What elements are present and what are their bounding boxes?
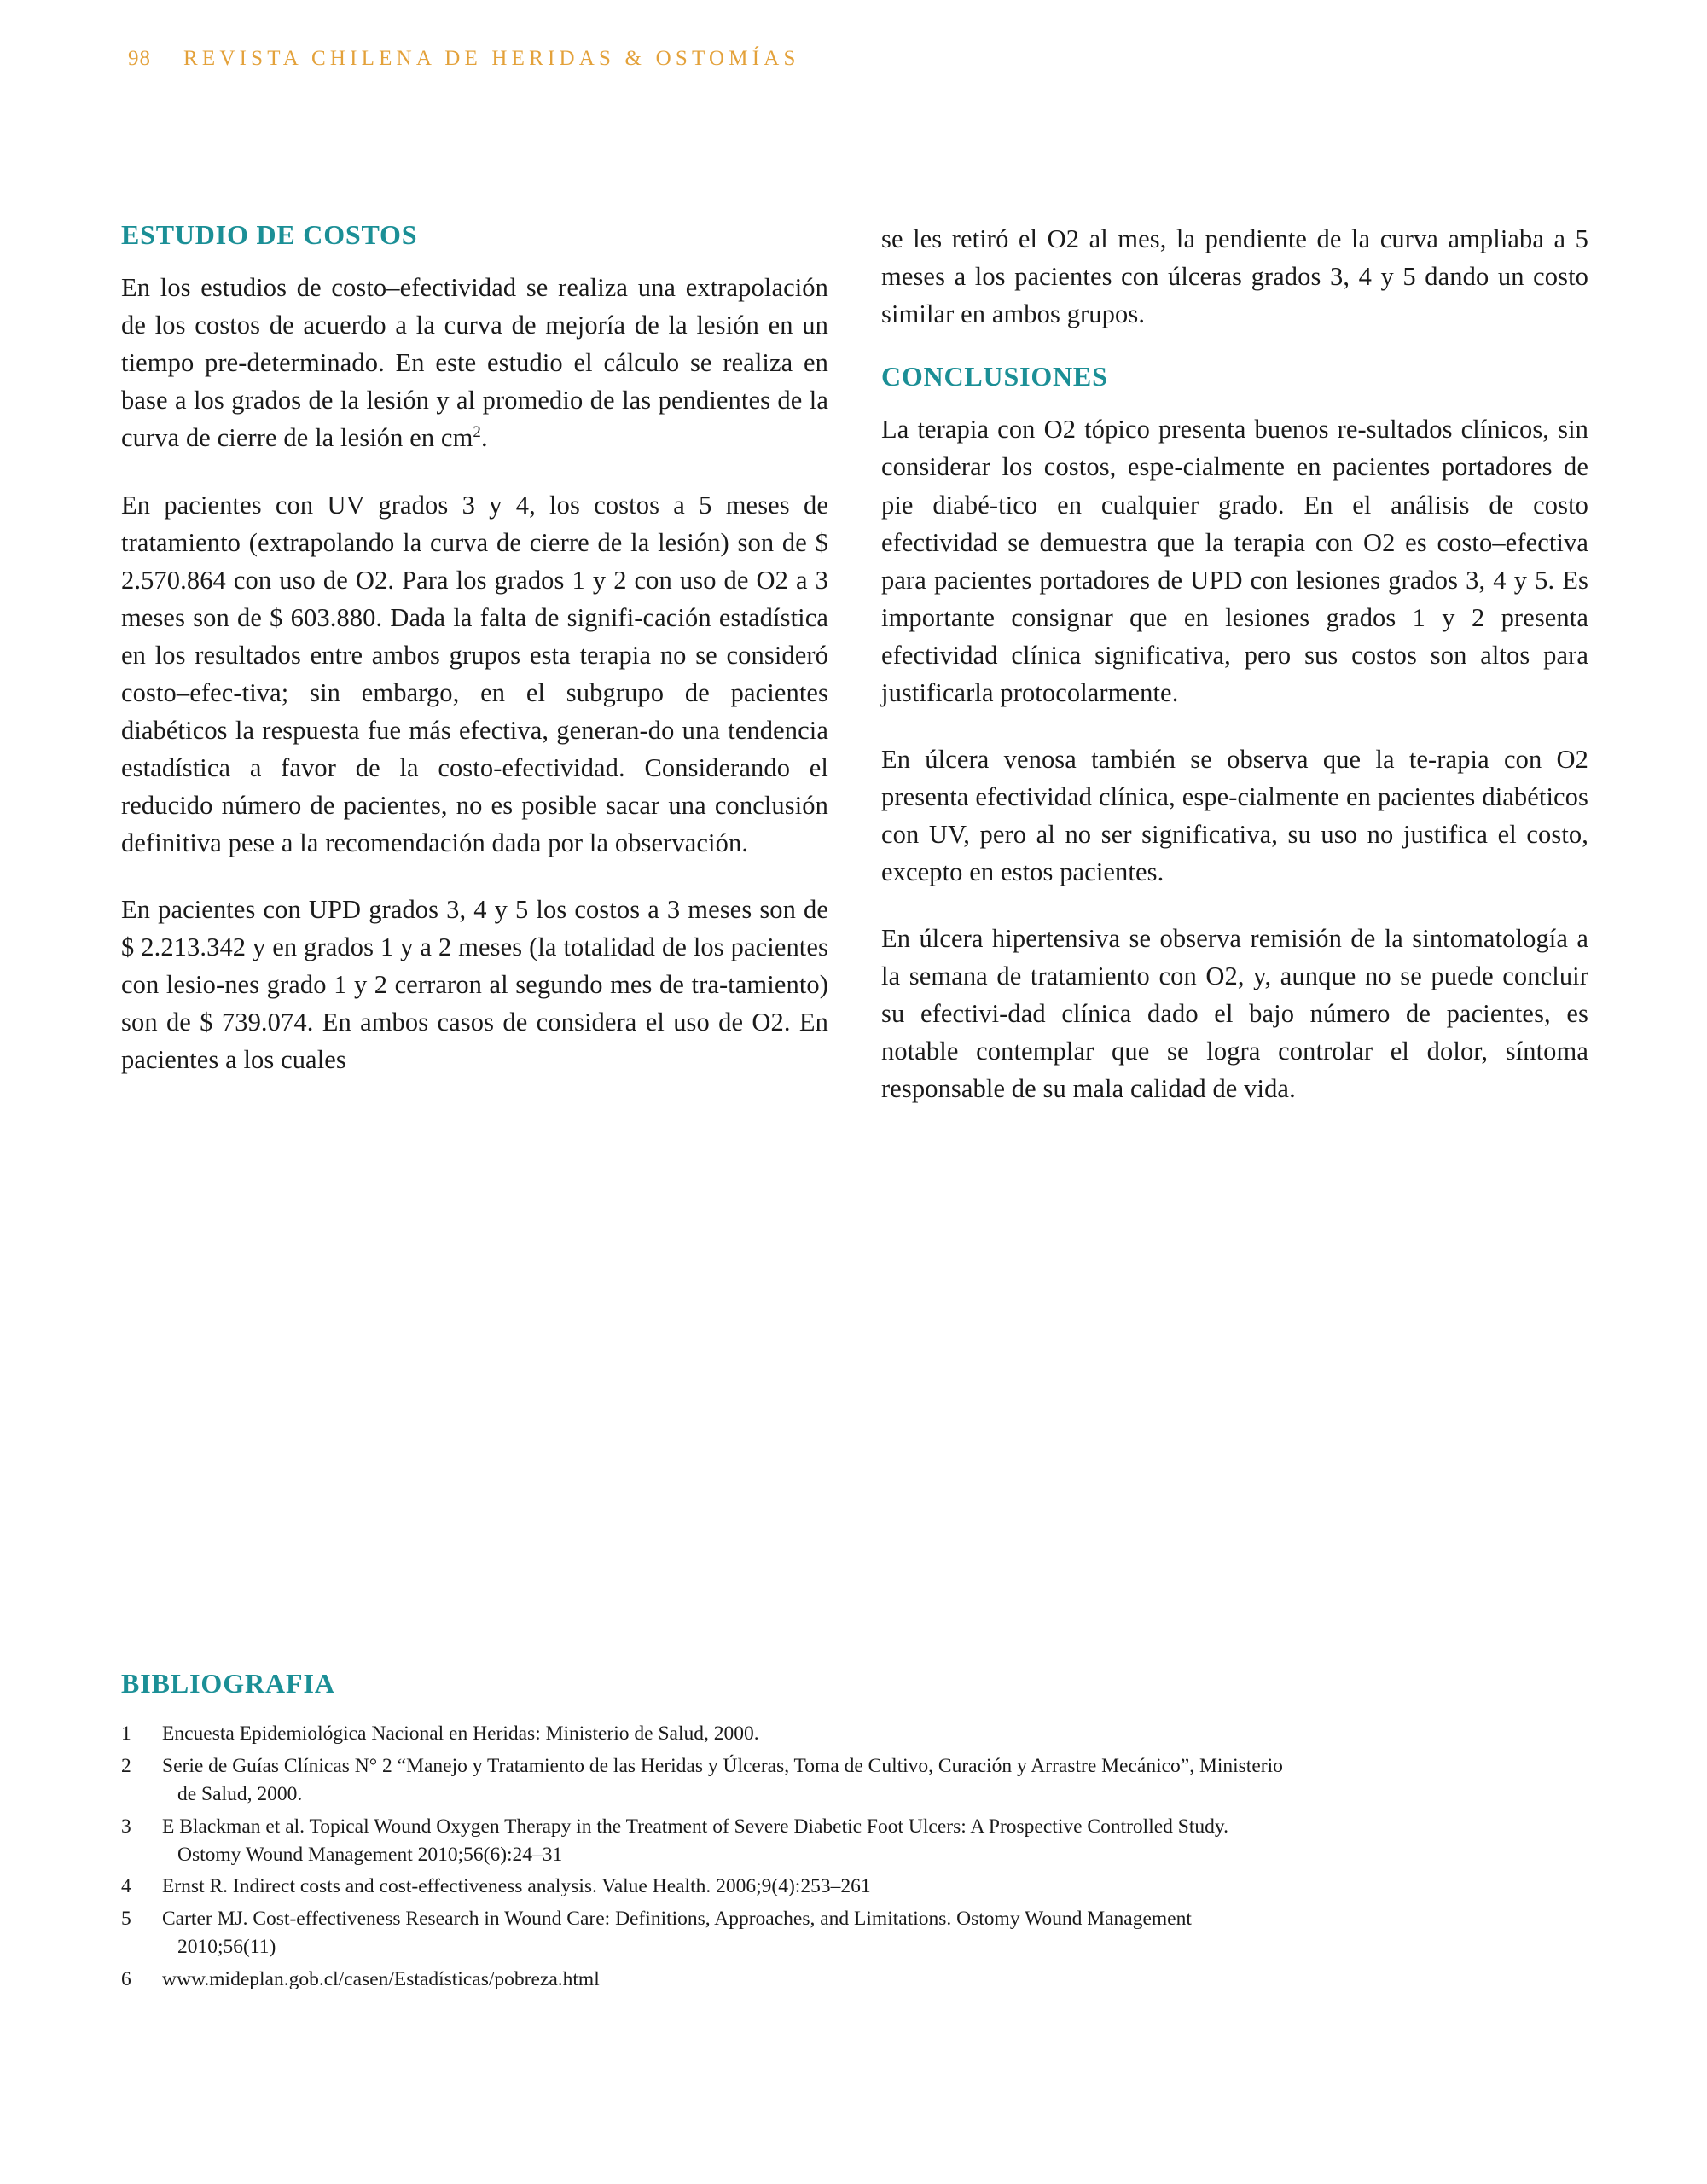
- reference-number: 4: [121, 1875, 131, 1898]
- reference-number: 1: [121, 1722, 131, 1745]
- body-columns: [121, 220, 1588, 1136]
- superscript-square: 2: [473, 423, 481, 442]
- bibliography-section: [121, 1668, 1588, 1998]
- reference-text-line: Serie de Guías Clínicas N° 2 “Manejo y Tratamiento de las Heridas y Úlceras, Toma de Cultivo, Curación y Arrastre Mecánico”, Ministerio: [162, 1754, 1283, 1777]
- reference-item: [121, 1905, 1588, 1961]
- reference-item: [121, 1873, 1588, 1901]
- paragraph-conclusion-1: La terapia con O2 tópico presenta buenos re-sultados clínicos, sin considerar los costos, espe-cialmente en pacientes portadores de pie diabé-tico en cualquier grado. En el análisis de costo efectividad se demuestra que la terapia con O2 es costo–efectiva para pacientes portadores de UPD con lesiones grados 3, 4 y 5. Es importante consignar que en lesiones grados 1 y 2 presenta efectividad clínica significativa, pero sus costos son altos para justificarla protocolarmente.: [881, 415, 1588, 707]
- reference-item: [121, 1966, 1588, 1994]
- reference-number: 3: [121, 1815, 131, 1838]
- running-head: [128, 47, 1579, 71]
- reference-text-continuation: Ostomy Wound Management 2010;56(6):24–31: [177, 1843, 563, 1866]
- reference-text-line: Carter MJ. Cost-effectiveness Research in Wound Care: Definitions, Approaches, and Limitations. Ostomy Wound Management: [162, 1908, 1192, 1931]
- right-column: [881, 220, 1588, 1136]
- reference-text-continuation: 2010;56(11): [177, 1936, 276, 1959]
- reference-text-line: E Blackman et al. Topical Wound Oxygen Therapy in the Treatment of Severe Diabetic Foot Ulcers: A Prospective Controlled Study.: [162, 1815, 1228, 1838]
- paragraph-continuacion: se les retiró el O2 al mes, la pendiente de la curva ampliaba a 5 meses a los pacientes con úlceras grados 3, 4 y 5 dando un costo similar en ambos grupos.: [881, 224, 1588, 329]
- reference-text: Encuesta Epidemiológica Nacional en Heridas: Ministerio de Salud, 2000.: [162, 1722, 759, 1745]
- reference-text: Ernst R. Indirect costs and cost-effectiveness analysis. Value Health. 2006;9(4):253–261: [162, 1875, 871, 1898]
- paragraph-costos-intro-end: .: [480, 423, 488, 453]
- reference-text: www.mideplan.gob.cl/casen/Estadísticas/pobreza.html: [162, 1968, 600, 1991]
- left-column: [121, 220, 828, 1136]
- reference-number: 2: [121, 1754, 131, 1777]
- reference-item: [121, 1752, 1588, 1809]
- paragraph-costos-intro: [121, 269, 828, 456]
- section-heading-conclusiones: CONCLUSIONES: [881, 361, 1108, 392]
- reference-item: [121, 1720, 1588, 1748]
- paragraph-conclusion-2: En úlcera venosa también se observa que la te-rapia con O2 presenta efectividad clínica, espe-cialmente en pacientes diabéticos con UV, pero al no ser significativa, su uso no justifica el costo, excepto en estos pacientes.: [881, 744, 1588, 887]
- paragraph-costos-intro-text: En los estudios de costo–efectividad se realiza una extrapolación de los costos de acuerdo a la curva de mejoría de la lesión en un tiempo pre-determinado. En este estudio el cálculo se realiza en base a los grados de la lesión y al promedio de las pendientes de la curva de cierre de la lesión en cm: [121, 273, 828, 453]
- paragraph-uv-costos: En pacientes con UV grados 3 y 4, los costos a 5 meses de tratamiento (extrapolando la curva de cierre de la lesión) son de $ 2.570.864 con uso de O2. Para los grados 1 y 2 con uso de O2 a 3 meses son de $ 603.880. Dada la falta de signifi-cación estadística en los resultados entre ambos grupos esta terapia no se consideró costo–efec-tiva; sin embargo, en el subgrupo de pacientes diabéticos la respuesta fue más efectiva, generan-do una tendencia estadística a favor de la costo-efectividad. Considerando el reducido número de pacientes, no es posible sacar una conclusión definitiva pese a la recomendación dada por la observación.: [121, 490, 828, 858]
- reference-item: [121, 1813, 1588, 1869]
- reference-text: [162, 1905, 1588, 1961]
- paragraph-conclusion-3: En úlcera hipertensiva se observa remisión de la sintomatología a la semana de tratamiento con O2, y, aunque no se puede concluir su efectivi-dad clínica dado el bajo número de pacientes, es notable contemplar que se logra controlar el dolor, síntoma responsable de su mala calidad de vida.: [881, 924, 1588, 1104]
- paragraph-upd-costos: En pacientes con UPD grados 3, 4 y 5 los costos a 3 meses son de $ 2.213.342 y en grados 1 y a 2 meses (la totalidad de los pacientes con lesio-nes grado 1 y 2 cerraron al segundo mes de tra-tamiento) son de $ 739.074. En ambos casos de considera el uso de O2. En pacientes a los cuales: [121, 895, 828, 1075]
- section-heading-estudio-de-costos: ESTUDIO DE COSTOS: [121, 219, 418, 250]
- reference-text: [162, 1752, 1588, 1809]
- reference-number: 5: [121, 1908, 131, 1931]
- reference-text: [162, 1813, 1588, 1869]
- journal-title: REVISTA CHILENA DE HERIDAS & OSTOMÍAS: [183, 47, 800, 70]
- page-folio: 98: [128, 47, 151, 70]
- bibliography-heading: BIBLIOGRAFIA: [121, 1668, 335, 1699]
- reference-number: 6: [121, 1968, 131, 1991]
- reference-text-continuation: de Salud, 2000.: [177, 1782, 303, 1805]
